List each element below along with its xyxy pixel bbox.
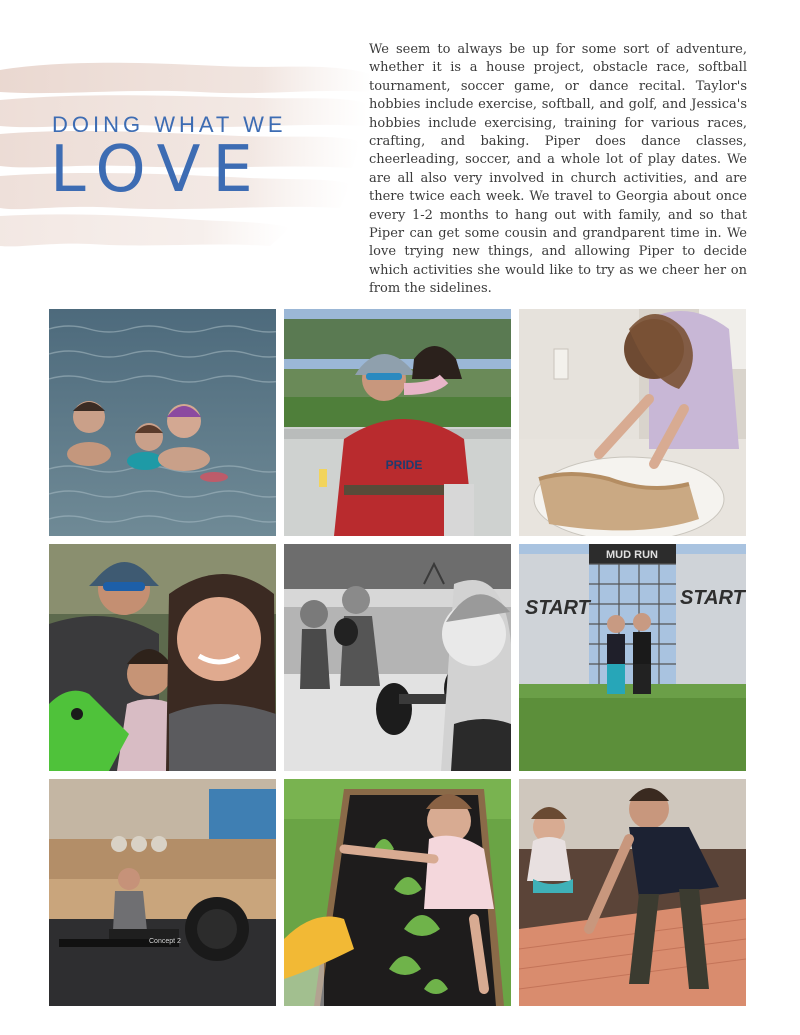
photo-dad-piggyback bbox=[284, 309, 511, 536]
photo-family-swimming bbox=[49, 309, 276, 536]
photo-child-baking bbox=[519, 309, 746, 536]
photo-dad-daughter-exercise bbox=[519, 779, 746, 1006]
photo-rowing-machine bbox=[49, 779, 276, 1006]
banner-top: MUD RUN bbox=[606, 549, 658, 561]
banner-right-text: START bbox=[680, 587, 745, 609]
photo-family-selfie bbox=[49, 544, 276, 771]
banner-left-text: START bbox=[525, 597, 590, 619]
photo-garden-watering bbox=[284, 779, 511, 1006]
body-paragraph: We seem to always be up for some sort of adventure, whether it is a house project, obstacle race, softball tournament, soccer game, or dance recital. Taylor's hobbies include exercise, softball, and golf, and Jessica's hobbies include exercising, training for various races, crafting, and baking. Piper does dance classes, cheerleading, soccer, and a whole lot of play dates. We are all also very involved in church activities, and are there twice each week. We travel to Georgia about once every 1-2 months to hang out with family, and so that Piper can get some cousin and grandparent time in. We love trying new things, and allowing Piper to decide which activities she would like to try as we cheer her on from the sidelines. bbox=[369, 42, 747, 297]
photo-race-start bbox=[519, 544, 746, 771]
photo-gym-workout bbox=[284, 544, 511, 771]
photo-grid bbox=[49, 309, 746, 1006]
heading-line-2: LOVE bbox=[50, 133, 265, 207]
rower-brand: Concept 2 bbox=[149, 938, 181, 945]
heading-line-1: DOING WHAT WE bbox=[52, 112, 287, 137]
shirt-print: PRIDE bbox=[385, 458, 423, 472]
